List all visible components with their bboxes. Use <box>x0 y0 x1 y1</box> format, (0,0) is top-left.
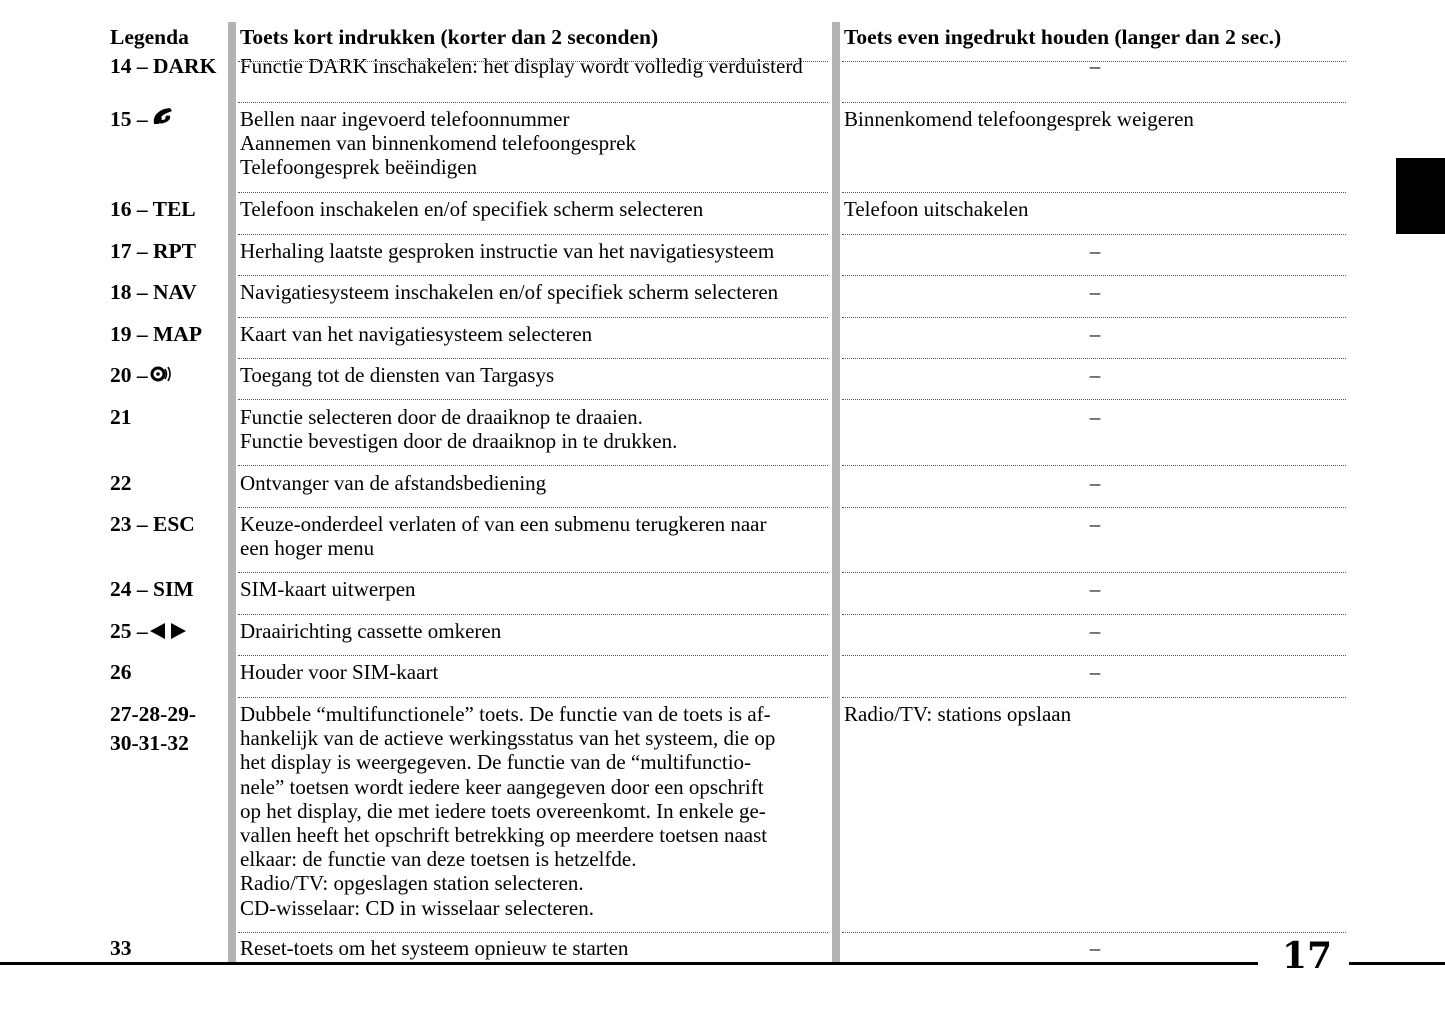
legend-key <box>110 278 197 307</box>
targasys-icon <box>150 363 172 392</box>
legend-key-label: 21 <box>110 405 132 429</box>
page-number: 17 <box>1282 935 1333 977</box>
header-legend: Legenda <box>110 25 189 49</box>
legend-key-label: 23 – ESC <box>110 512 195 536</box>
long-press-description: – <box>1089 936 1101 960</box>
short-press-description: Functie selecteren door de draaiknop te draaien. Functie bevestigen door de draaiknop in te drukken. <box>240 405 678 454</box>
short-press-description: Ontvanger van de afstandsbediening <box>240 471 547 495</box>
row-separator <box>238 399 828 400</box>
legend-key-label: 25 – <box>110 619 148 643</box>
long-press-description: – <box>1089 54 1101 78</box>
long-press-description: – <box>1089 577 1101 601</box>
legend-key <box>110 469 132 498</box>
row-separator <box>238 614 828 615</box>
long-press-description: – <box>1089 239 1101 263</box>
row-separator <box>842 358 1346 359</box>
legend-key-label: 18 – NAV <box>110 280 197 304</box>
long-press-description: – <box>1089 322 1101 346</box>
row-separator <box>842 102 1346 103</box>
short-press-description: Reset-toets om het systeem opnieuw te starten <box>240 936 629 960</box>
row-separator <box>238 102 828 103</box>
header-long-press: Toets even ingedrukt houden (langer dan 2 sec.) <box>844 25 1282 49</box>
row-separator <box>842 234 1346 235</box>
row-separator <box>842 572 1346 573</box>
short-press-description: Functie DARK inschakelen: het display wordt volledig verduisterd <box>240 54 803 78</box>
vertical-bar-left <box>228 22 236 963</box>
short-press-description: Herhaling laatste gesproken instructie van het navigatiesysteem <box>240 239 775 263</box>
legend-key-label: 24 – SIM <box>110 577 194 601</box>
section-tab-marker <box>1396 158 1445 234</box>
row-separator <box>238 192 828 193</box>
legend-key-label: 14 – DARK <box>110 54 217 78</box>
legend-key-label: 19 – MAP <box>110 322 202 346</box>
legend-key-label: 22 <box>110 471 132 495</box>
long-press-description: Telefoon uitschakelen <box>844 197 1029 221</box>
long-press-description: – <box>1089 660 1101 684</box>
legend-key-label: 15 – <box>110 107 148 131</box>
row-separator <box>238 358 828 359</box>
legend-key-label: 20 – <box>110 363 148 387</box>
legend-key <box>110 700 196 757</box>
row-separator <box>238 572 828 573</box>
long-press-description: – <box>1089 405 1101 429</box>
legend-key-label: 27-28-29- 30-31-32 <box>110 702 196 755</box>
short-press-description: SIM-kaart uitwerpen <box>240 577 416 601</box>
long-press-description: – <box>1089 619 1101 643</box>
short-press-description: Telefoon inschakelen en/of specifiek scherm selecteren <box>240 197 704 221</box>
legend-key <box>110 934 132 963</box>
long-press-description: – <box>1089 512 1101 536</box>
row-separator <box>238 234 828 235</box>
legend-key <box>110 195 196 224</box>
row-separator <box>842 192 1346 193</box>
phone-handset-icon <box>150 106 176 136</box>
short-press-description: Kaart van het navigatiesysteem selecteren <box>240 322 593 346</box>
row-separator <box>842 399 1346 400</box>
row-separator <box>238 507 828 508</box>
row-separator <box>238 697 828 698</box>
short-press-description: Keuze-onderdeel verlaten of van een submenu terugkeren naar een hoger menu <box>240 512 767 561</box>
footer-rule-left <box>0 962 1258 965</box>
legend-key-label: 17 – RPT <box>110 239 196 263</box>
legend-key <box>110 510 195 539</box>
row-separator <box>238 275 828 276</box>
long-press-description: Radio/TV: stations opslaan <box>844 702 1072 726</box>
legend-key <box>110 361 172 391</box>
row-separator <box>238 465 828 466</box>
long-press-description: – <box>1089 363 1101 387</box>
row-separator <box>842 507 1346 508</box>
row-separator <box>842 655 1346 656</box>
legend-key <box>110 105 176 136</box>
vertical-bar-right <box>832 22 840 963</box>
short-press-description: Dubbele “multifunctionele” toets. De functie van de toets is af- hankelijk van de actieve werkingsstatus van het systeem, die op het display is weergegeven. De functie van de “multifunctio- nele” toetsen wordt iedere keer aangegeven door een opschrift op het display, die met iedere toets overeenkomt. In enkele ge- vallen heeft het opschrift betrekking op meerdere toetsen naast elkaar: de functie van deze toetsen is hetzelfde. Radio/TV: opgeslagen station selecteren. CD-wisselaar: CD in wisselaar selecteren. <box>240 702 776 920</box>
long-press-description: – <box>1089 280 1101 304</box>
legend-key <box>110 237 196 266</box>
reverse-arrows-icon <box>150 619 186 648</box>
row-separator <box>842 697 1346 698</box>
short-press-description: Draairichting cassette omkeren <box>240 619 502 643</box>
legend-key-label: 16 – TEL <box>110 197 196 221</box>
legend-key <box>110 403 132 432</box>
legend-key-label: 33 <box>110 936 132 960</box>
long-press-description: – <box>1089 471 1101 495</box>
legend-key-label: 26 <box>110 660 132 684</box>
footer-rule-right <box>1349 962 1445 965</box>
short-press-description: Navigatiesysteem inschakelen en/of specifiek scherm selecteren <box>240 280 779 304</box>
row-separator <box>842 614 1346 615</box>
row-separator <box>842 317 1346 318</box>
legend-key <box>110 617 186 647</box>
row-separator <box>842 932 1346 933</box>
short-press-description: Bellen naar ingevoerd telefoonnummer Aannemen van binnenkomend telefoongesprek Telefoongesprek beëindigen <box>240 107 636 180</box>
row-separator <box>842 275 1346 276</box>
long-press-description: Binnenkomend telefoongesprek weigeren <box>844 107 1194 131</box>
row-separator <box>238 317 828 318</box>
short-press-description: Houder voor SIM-kaart <box>240 660 439 684</box>
legend-key <box>110 320 202 349</box>
legend-key <box>110 52 216 81</box>
header-short-press: Toets kort indrukken (korter dan 2 seconden) <box>240 25 659 49</box>
row-separator <box>842 465 1346 466</box>
legend-key <box>110 658 132 687</box>
row-separator <box>238 932 828 933</box>
row-separator <box>238 61 828 62</box>
row-separator <box>238 655 828 656</box>
row-separator <box>842 61 1346 62</box>
short-press-description: Toegang tot de diensten van Targasys <box>240 363 555 387</box>
legend-key <box>110 575 194 604</box>
